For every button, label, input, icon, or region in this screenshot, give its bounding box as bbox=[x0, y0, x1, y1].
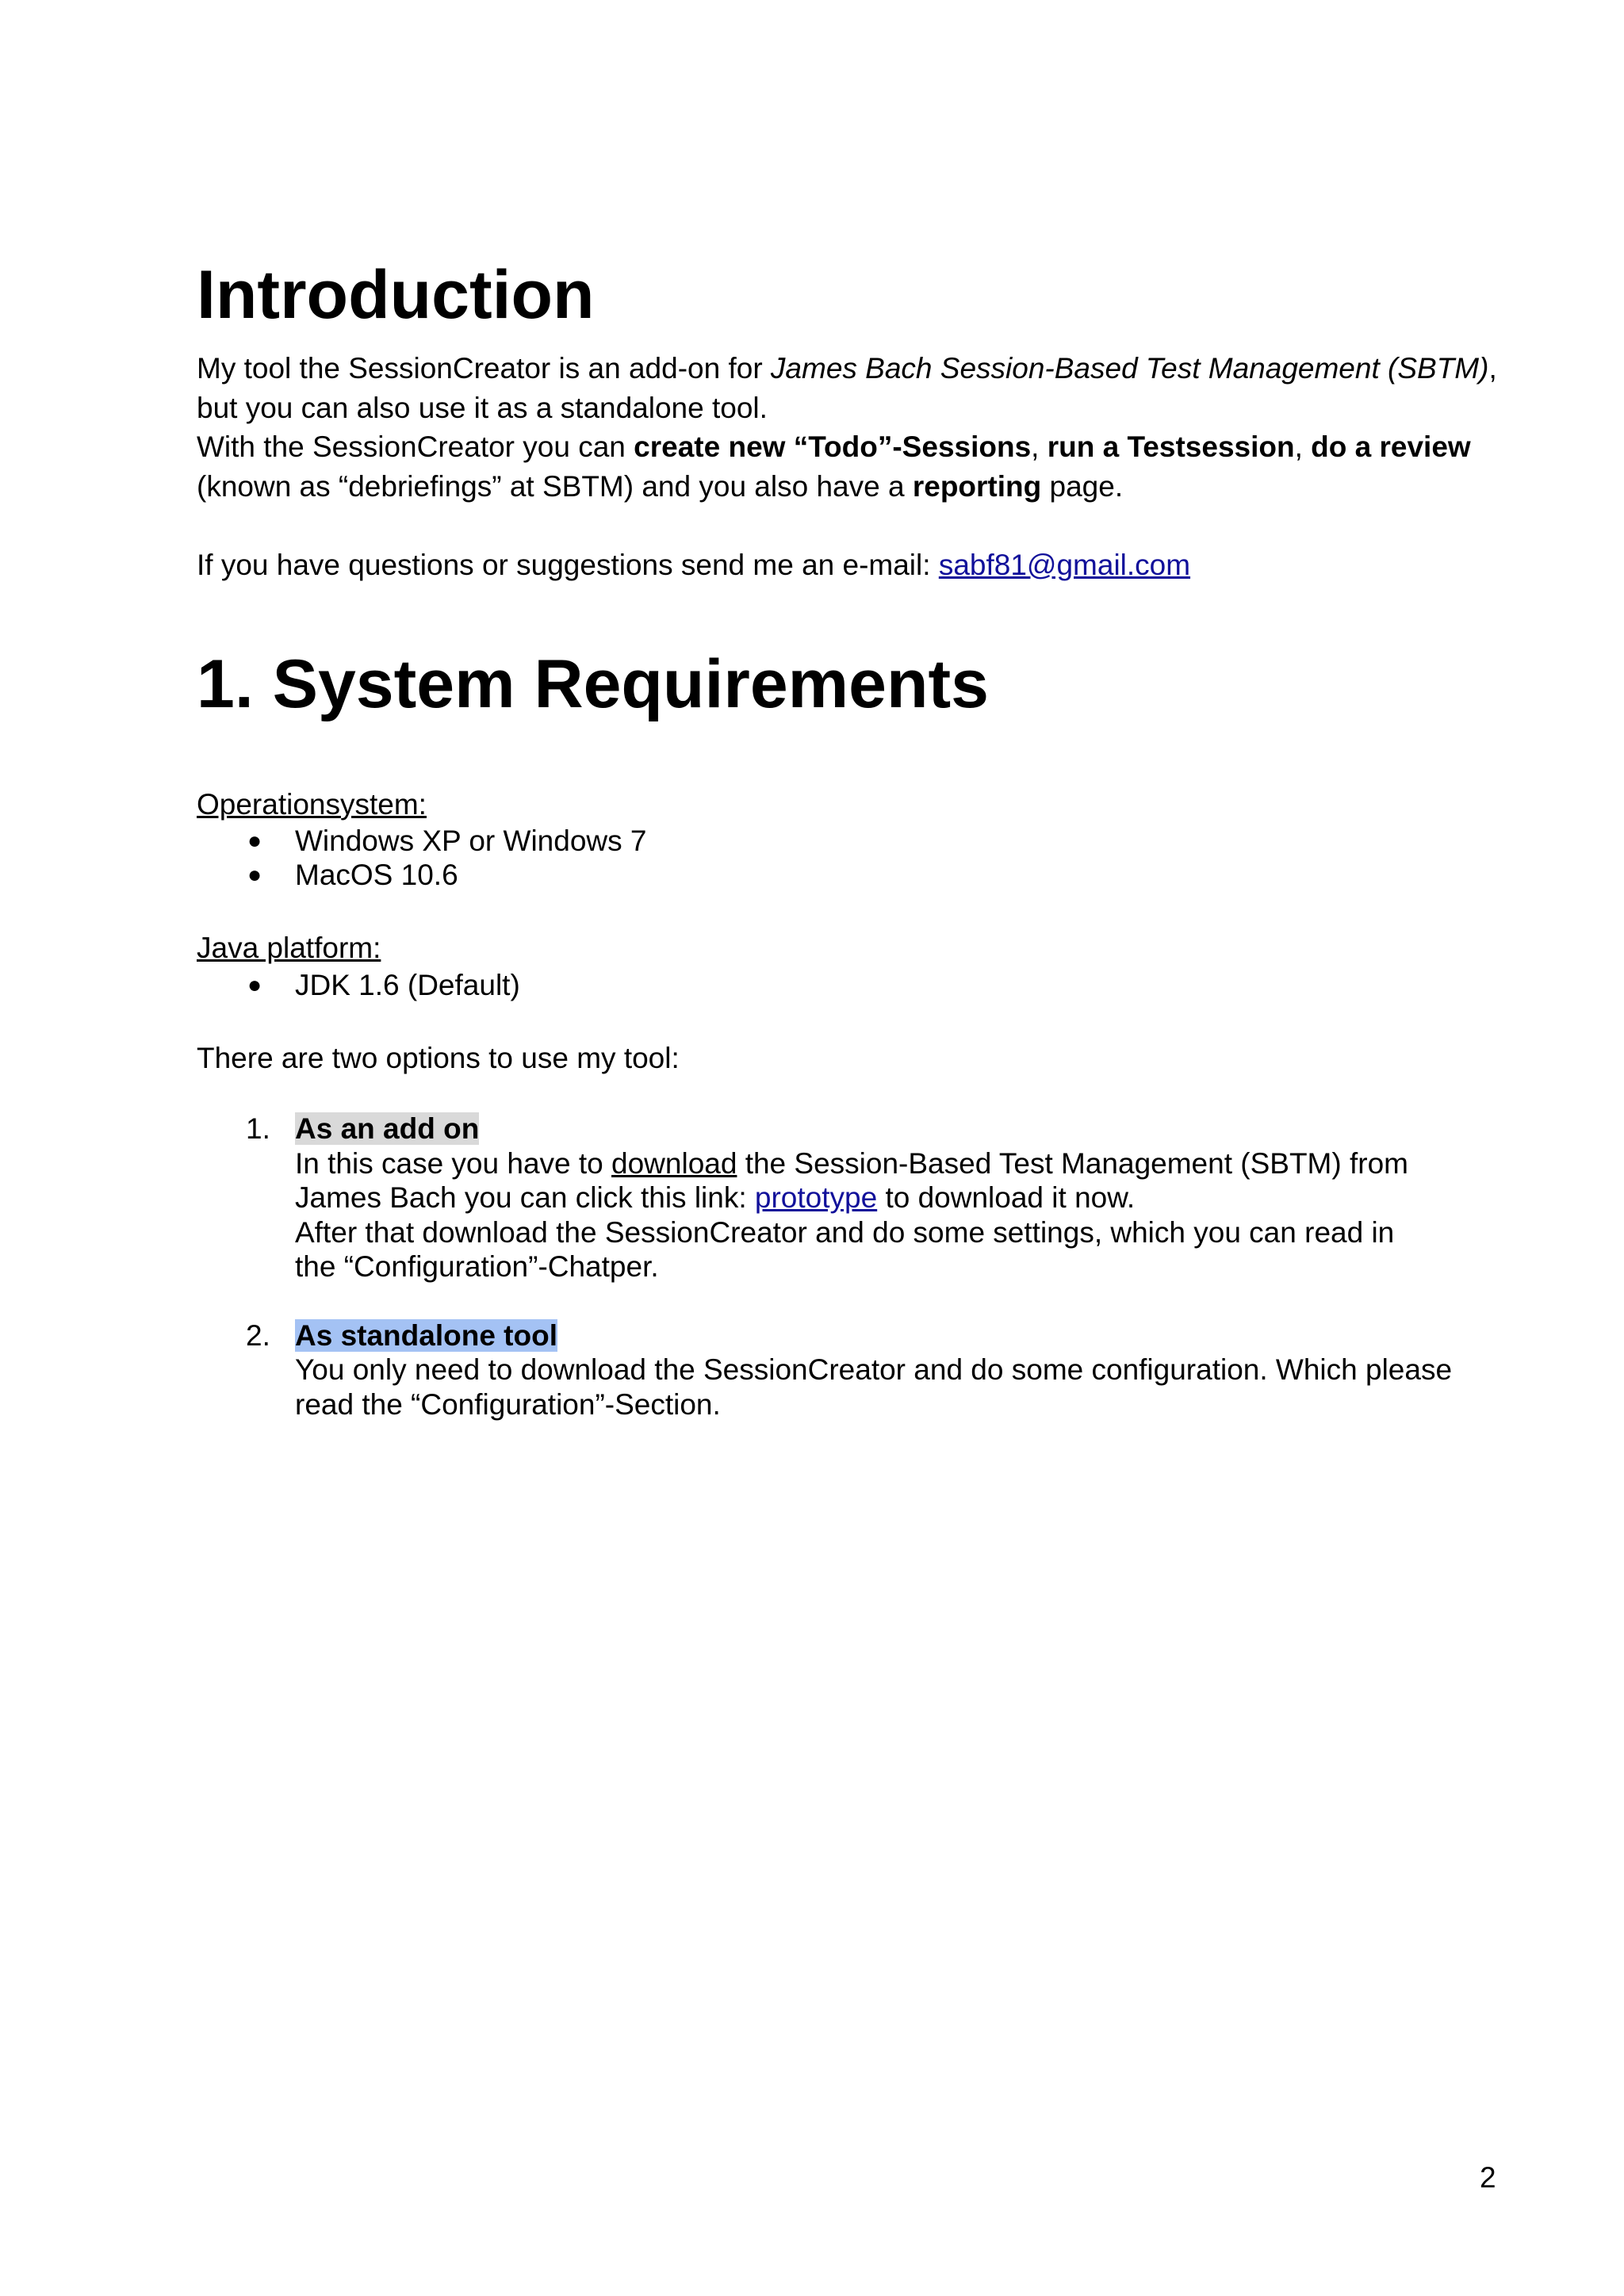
list-item bbox=[197, 824, 1497, 858]
download-link[interactable]: download bbox=[611, 1146, 737, 1180]
bullet-icon: ● bbox=[247, 971, 262, 998]
option-text: to download it now. bbox=[877, 1181, 1136, 1214]
java-list bbox=[197, 968, 1497, 1002]
email-link[interactable]: sabf81@gmail.com bbox=[938, 549, 1191, 581]
list-item-text: MacOS 10.6 bbox=[295, 859, 458, 891]
os-label: Operationsystem: bbox=[197, 787, 427, 821]
option-line bbox=[295, 1146, 1497, 1181]
list-item-text: Windows XP or Windows 7 bbox=[295, 825, 647, 857]
highlighted-title: As standalone tool bbox=[295, 1318, 557, 1352]
intro-text: My tool the SessionCreator is an add-on for bbox=[197, 352, 771, 385]
intro-text: , but you can also use it as a standalone tool. bbox=[197, 352, 1497, 424]
intro-paragraph-2 bbox=[197, 427, 1497, 506]
option-item-standalone bbox=[197, 1318, 1497, 1422]
page-content bbox=[197, 255, 1497, 1422]
bullet-icon: ● bbox=[247, 828, 262, 854]
option-item-add-on bbox=[197, 1112, 1497, 1284]
intro-text: (known as “debriefings” at SBTM) and you also have a bbox=[197, 469, 913, 503]
option-line: read the “Configuration”-Section. bbox=[295, 1387, 721, 1421]
intro-italic-text: James Bach Session-Based Test Management (SBTM) bbox=[770, 352, 1489, 385]
list-item bbox=[197, 968, 1497, 1002]
spacer bbox=[197, 506, 1497, 545]
option-line: After that download the SessionCreator and do some settings, which you can read in bbox=[295, 1215, 1395, 1249]
list-item-text: JDK 1.6 (Default) bbox=[295, 968, 520, 1001]
prototype-link[interactable]: prototype bbox=[754, 1181, 878, 1214]
list-item bbox=[197, 858, 1497, 892]
contact-text: If you have questions or suggestions send me an e-mail: bbox=[197, 549, 939, 581]
option-title bbox=[295, 1112, 1497, 1146]
bullet-icon: ● bbox=[247, 862, 262, 888]
bold-text: run a Testsession bbox=[1047, 430, 1295, 463]
option-line: You only need to download the SessionCreator and do some configuration. Which please bbox=[295, 1353, 1453, 1386]
intro-text: With the SessionCreator you can bbox=[197, 430, 634, 463]
bold-text: reporting bbox=[912, 469, 1042, 503]
option-text: the Session-Based Test Management (SBTM) from bbox=[737, 1146, 1408, 1180]
os-list bbox=[197, 824, 1497, 892]
intro-paragraph-1 bbox=[197, 349, 1497, 427]
option-line: the “Configuration”-Chatper. bbox=[295, 1250, 659, 1283]
option-text: James Bach you can click this link: bbox=[295, 1181, 755, 1214]
list-number: 2. bbox=[246, 1318, 270, 1352]
java-label: Java platform: bbox=[197, 932, 381, 964]
option-line bbox=[295, 1181, 1497, 1215]
contact-paragraph bbox=[197, 545, 1497, 585]
options-intro: There are two options to use my tool: bbox=[197, 1041, 680, 1074]
separator: , bbox=[1294, 430, 1312, 463]
highlighted-title: As an add on bbox=[295, 1112, 480, 1145]
heading-system-requirements: 1. System Requirements bbox=[197, 645, 989, 722]
intro-text: page. bbox=[1041, 469, 1124, 503]
heading-introduction: Introduction bbox=[197, 257, 595, 333]
list-number: 1. bbox=[246, 1112, 270, 1145]
option-text: In this case you have to bbox=[295, 1146, 612, 1180]
option-title bbox=[295, 1318, 1497, 1353]
page-number: 2 bbox=[1480, 2161, 1496, 2194]
separator: , bbox=[1031, 430, 1048, 463]
options-list bbox=[197, 1112, 1497, 1422]
bold-text: create new “Todo”-Sessions bbox=[634, 430, 1032, 463]
bold-text: do a review bbox=[1311, 430, 1471, 463]
